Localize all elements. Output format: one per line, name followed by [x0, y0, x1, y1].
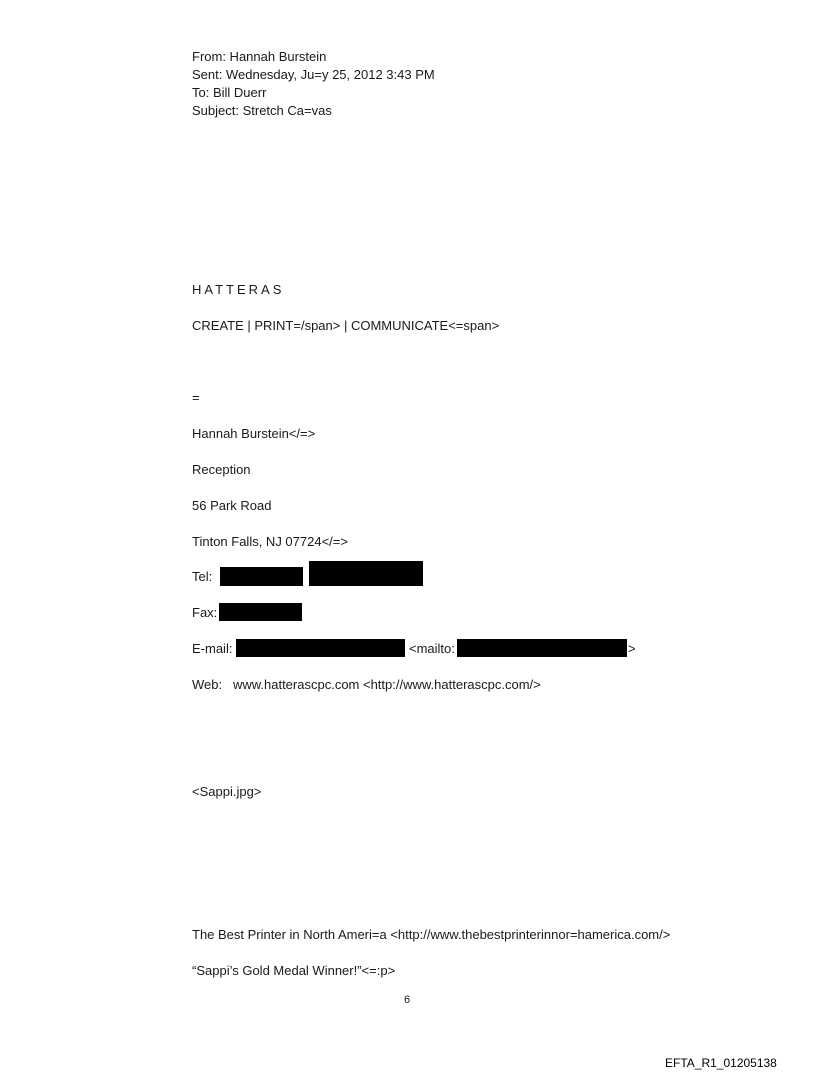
attachment-placeholder: <Sappi.jpg> — [192, 784, 262, 799]
company-name: HATTERAS — [192, 282, 285, 297]
sender-role: Reception — [192, 462, 251, 477]
document-id: EFTA_R1_01205138 — [665, 1056, 777, 1070]
mailto-open: <mailto: — [409, 641, 455, 656]
award-line: The Best Printer in North Ameri=a <http://www.thebestprinterinnor=hamerica.com/> — [192, 927, 671, 942]
from-line: From: Hannah Burstein — [192, 49, 327, 64]
redaction-box — [236, 639, 405, 657]
address-line-1: 56 Park Road — [192, 498, 272, 513]
fax-label: Fax: — [192, 605, 218, 620]
email-label: E-mail: — [192, 641, 233, 656]
redaction-box — [457, 639, 627, 657]
award-slogan: “Sappi’s Gold Medal Winner!”<=:p> — [192, 963, 396, 978]
equals-artifact: = — [192, 390, 200, 405]
address-line-2: Tinton Falls, NJ 07724</=> — [192, 534, 348, 549]
sender-name: Hannah Burstein</=> — [192, 426, 316, 441]
mailto-close: > — [628, 641, 636, 656]
page-number: 6 — [404, 994, 411, 1006]
subject-line: Subject: Stretch Ca=vas — [192, 103, 332, 118]
to-line: To: Bill Duerr — [192, 85, 267, 100]
web-line: Web: www.hatterascpc.com <http://www.hatterascpc.com/> — [192, 677, 541, 692]
redaction-box — [220, 567, 303, 586]
redaction-box — [309, 561, 423, 586]
company-tagline: CREATE | PRINT=/span> | COMMUNICATE<=span> — [192, 318, 500, 333]
redaction-box — [219, 603, 302, 621]
sent-line: Sent: Wednesday, Ju=y 25, 2012 3:43 PM — [192, 67, 435, 82]
tel-label: Tel: — [192, 569, 213, 584]
